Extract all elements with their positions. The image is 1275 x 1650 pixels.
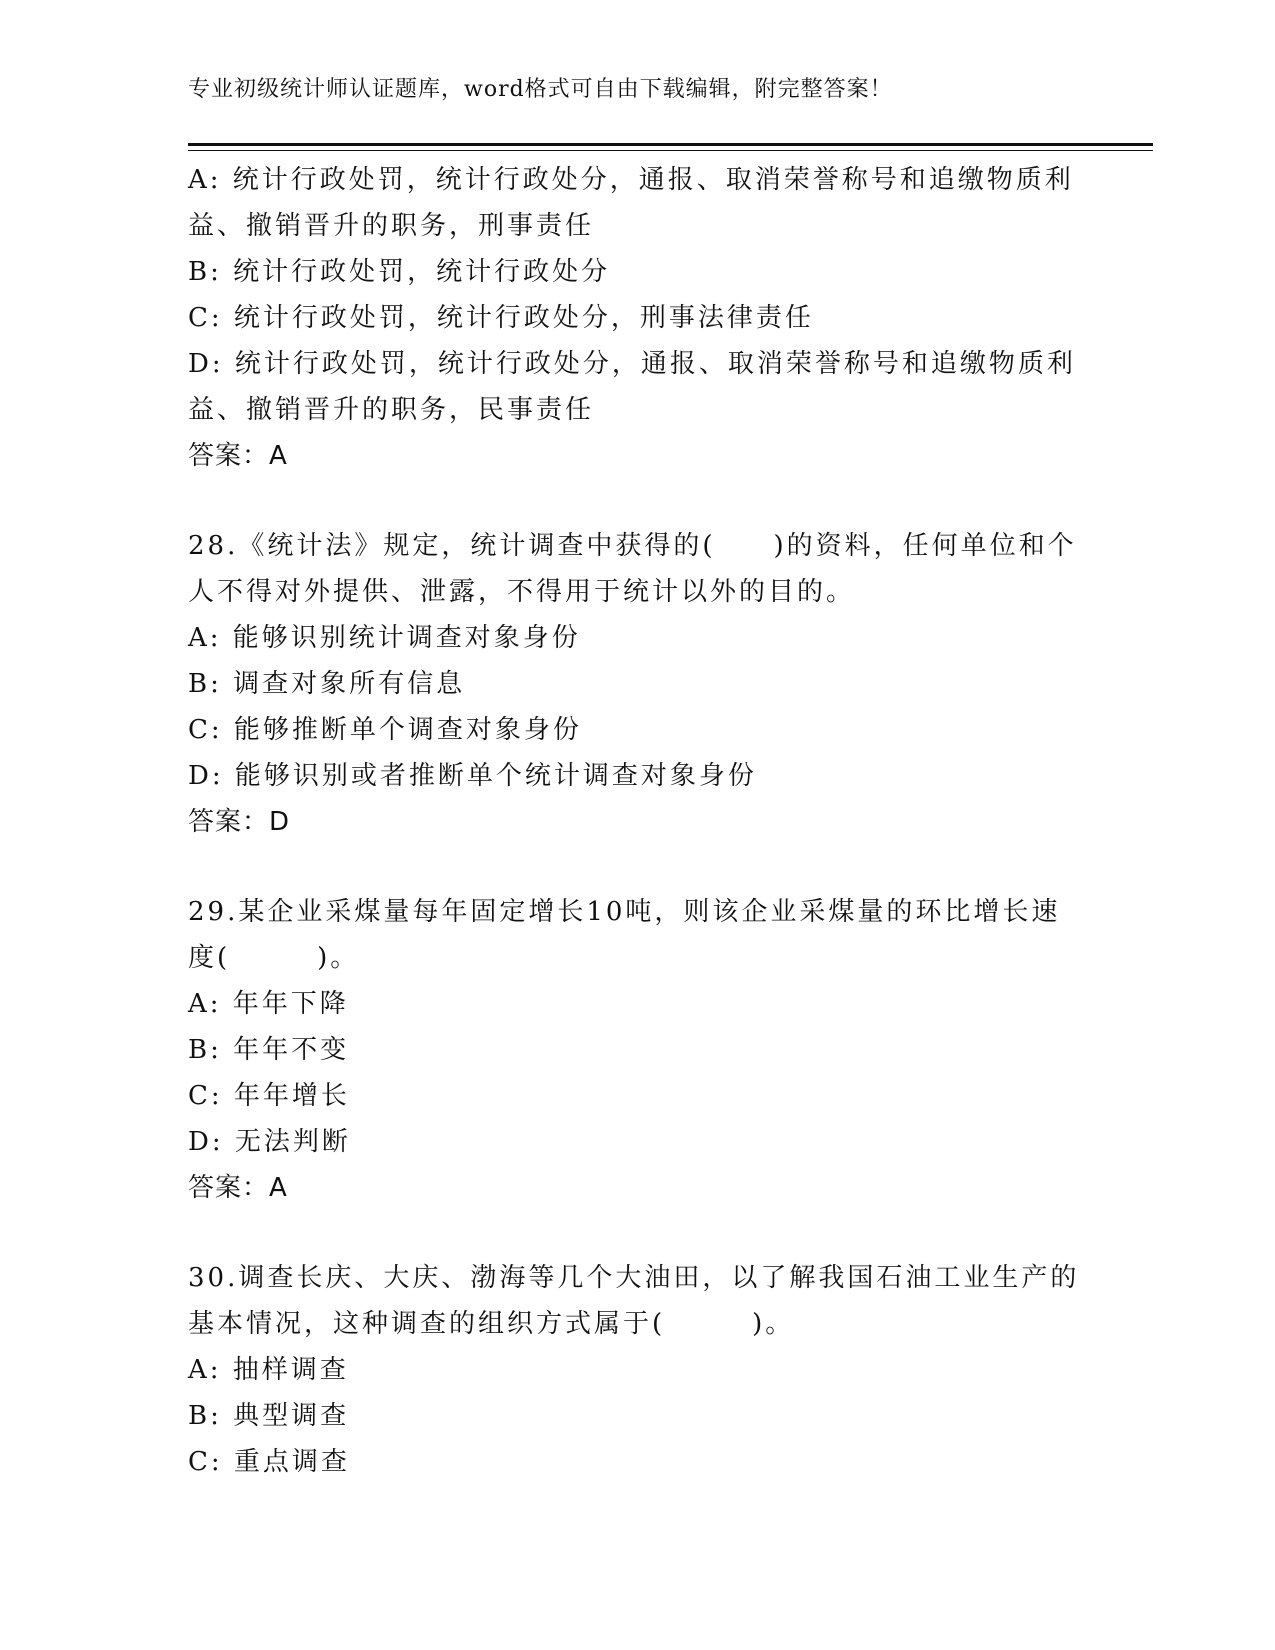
spacer [188,479,1088,523]
q28-option-b: B: 调查对象所有信息 [188,669,466,699]
q27-option-d-line2: 益、撤销晋升的职务，民事责任 [188,395,595,425]
q29-option-d: D: 无法判断 [188,1127,351,1157]
q28-option-c: C: 能够推断单个调查对象身份 [188,715,582,745]
q28-answer: 答案：D [188,807,291,837]
question-29 [188,889,1088,1211]
question-28 [188,523,1088,845]
q28-option-a: A: 能够识别统计调查对象身份 [188,623,581,653]
question-27 [188,157,1088,479]
q27-option-d-line1: D: 统计行政处罚，统计行政处分，通报、取消荣誉称号和追缴物质利 [188,349,1076,379]
q30-option-a: A: 抽样调查 [188,1355,349,1385]
spacer [188,845,1088,889]
question-30 [188,1255,1088,1485]
q30-option-c: C: 重点调查 [188,1447,350,1477]
header-rule-thin [188,150,1153,151]
page-header: 专业初级统计师认证题库，word格式可自由下载编辑，附完整答案！ [188,77,893,102]
spacer [188,1211,1088,1255]
q29-option-c: C: 年年增长 [188,1081,350,1111]
q30-option-b: B: 典型调查 [188,1401,350,1431]
q28-option-d: D: 能够识别或者推断单个统计调查对象身份 [188,761,757,791]
q27-option-a-line1: A: 统计行政处罚，统计行政处分，通报、取消荣誉称号和追缴物质利 [188,165,1074,195]
q28-stem-line2: 人不得对外提供、泄露，不得用于统计以外的目的。 [188,577,856,607]
q27-option-b: B: 统计行政处罚，统计行政处分 [188,257,611,287]
header-rule-thick [188,143,1153,146]
q29-option-a: A: 年年下降 [188,989,349,1019]
q29-stem-line2: 度( )。 [188,943,360,973]
q29-stem-line1: 29.某企业采煤量每年固定增长10吨，则该企业采煤量的环比增长速 [188,897,1061,927]
q27-option-a-line2: 益、撤销晋升的职务，刑事责任 [188,211,595,241]
q28-stem-line1: 28.《统计法》规定，统计调查中获得的( )的资料，任何单位和个 [188,531,1077,561]
question-content [188,157,1088,1485]
q30-stem-line1: 30.调查长庆、大庆、渤海等几个大油田，以了解我国石油工业生产的 [188,1263,1080,1293]
q30-stem-line2: 基本情况，这种调查的组织方式属于( )。 [188,1309,795,1339]
q27-answer: 答案：A [188,441,288,471]
q27-option-c: C: 统计行政处罚，统计行政处分，刑事法律责任 [188,303,814,333]
q29-option-b: B: 年年不变 [188,1035,350,1065]
q29-answer: 答案：A [188,1173,288,1203]
